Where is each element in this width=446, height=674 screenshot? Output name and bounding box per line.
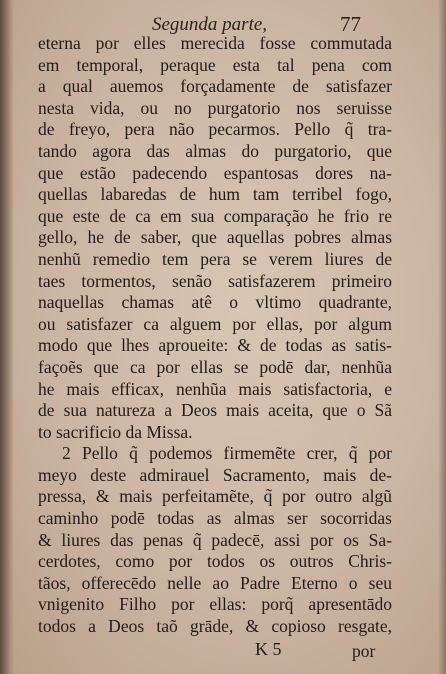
page-gutter-shadow bbox=[0, 0, 14, 674]
text-line: he mais efficax, nenhũa mais satisfactoria, e bbox=[38, 378, 392, 399]
text-line: modo que lhes aproueite: & de todas as satis- bbox=[38, 335, 392, 356]
text-line: quellas labaredas de hum tam terribel fogo, bbox=[38, 184, 392, 205]
running-head: Segunda parte, bbox=[152, 14, 268, 35]
signature-mark: K 5 bbox=[255, 639, 282, 659]
catchword: por bbox=[352, 641, 376, 661]
text-line: em temporal, peraque esta tal pena com bbox=[38, 54, 392, 75]
paragraph-start-line: 2 Pello q̃ podemos firmemẽte crer, q̃ por bbox=[62, 443, 392, 464]
text-line: de sua natureza a Deos mais aceita, que o Sã bbox=[38, 400, 392, 421]
text-line: gello, he de saber, que aquellas pobres almas bbox=[38, 227, 392, 248]
page-number: 77 bbox=[340, 12, 361, 36]
text-line: que este de ca em sua comparação he frio re bbox=[38, 205, 392, 226]
body-text bbox=[38, 33, 392, 638]
text-line: ou satisfazer ca alguem por ellas, por algum bbox=[38, 313, 392, 334]
text-line: caminho podē todas as almas ser socorridas bbox=[38, 508, 392, 529]
text-line: a qual auemos forçadamente de satisfazer bbox=[38, 76, 392, 97]
text-line: todos a Deos taõ grāde, & copioso resgate, bbox=[38, 616, 392, 637]
paragraph-end-line: to sacrificio da Missa. bbox=[38, 421, 193, 442]
text-line: tãos, offerecēdo nelle ao Padre Eterno o seu bbox=[38, 572, 392, 593]
text-line: que estão padecendo espantosas dores na- bbox=[38, 162, 392, 183]
page-header bbox=[0, 6, 446, 36]
text-line: nenhũ remedio tem pera se verem liures de bbox=[38, 248, 392, 269]
text-line: eterna por elles merecida fosse commutada bbox=[38, 33, 392, 53]
text-line: tando agora das almas do purgatorio, que bbox=[38, 140, 392, 161]
text-line: pressa, & mais perfeitamẽte, q̃ por outro algũ bbox=[38, 486, 392, 507]
text-line: naquellas chamas atê o vltimo quadrante, bbox=[38, 292, 392, 313]
page-edge-shadow bbox=[438, 0, 446, 674]
text-line: façoẽs que ca por ellas se podē dar, nenhũa bbox=[38, 356, 392, 377]
text-line: nesta vida, ou no purgatorio nos seruisse bbox=[38, 97, 392, 118]
text-line: taes tormentos, senão satisfazerem primeiro bbox=[38, 270, 392, 291]
text-line: cerdotes, como por todos os outros Chris- bbox=[38, 551, 392, 572]
text-line: vnigenito Filho por ellas: porq̃ apresentādo bbox=[38, 594, 392, 615]
text-line: meyo deste admirauel Sacramento, mais de- bbox=[38, 464, 392, 485]
text-line: de freyo, pera não pecarmos. Pello q̃ tra- bbox=[38, 119, 392, 140]
text-line: & liures das penas q̃ padecē, assi por os Sa- bbox=[38, 529, 392, 550]
